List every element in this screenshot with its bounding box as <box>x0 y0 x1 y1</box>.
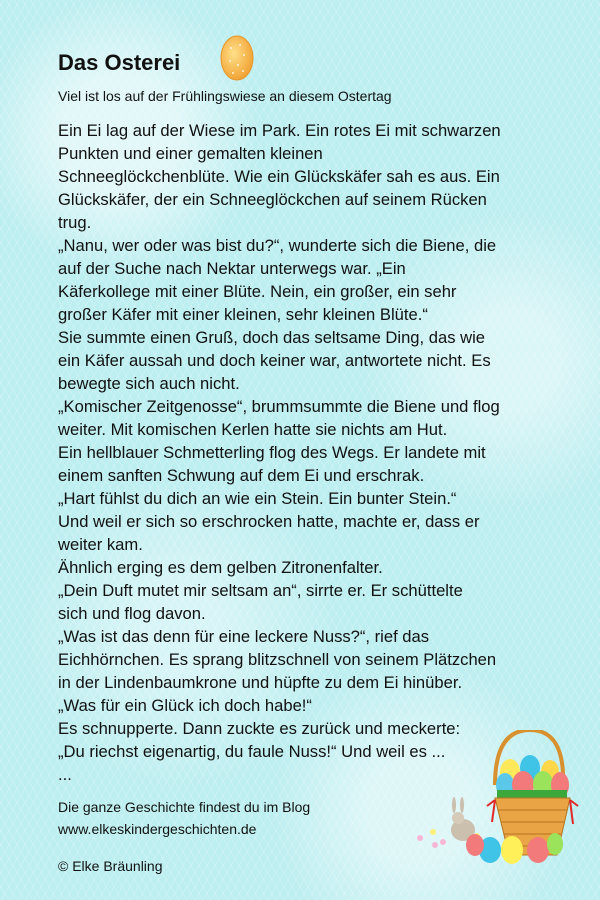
story-line: in der Lindenbaumkrone und hüpfte zu dem Ei hinüber. <box>58 673 463 692</box>
story-line: „Komischer Zeitgenosse“, brummsummte die Biene und flog <box>58 397 500 416</box>
story-line: sich und flog davon. <box>58 604 206 623</box>
subtitle: Viel ist los auf der Frühlingswiese an diesem Ostertag <box>58 88 392 104</box>
story-line: Ähnlich erging es dem gelben Zitronenfalter. <box>58 558 383 577</box>
copyright: © Elke Bräunling <box>58 858 163 874</box>
story-line: einem sanften Schwung auf dem Ei und erschrak. <box>58 466 425 485</box>
story-line: „Du riechst eigenartig, du faule Nuss!“ Und weil es ... <box>58 742 446 761</box>
blog-note: Die ganze Geschichte findest du im Blog <box>58 799 311 815</box>
story-line: Punkten und einer gemalten kleinen <box>58 144 323 163</box>
page-title: Das Osterei <box>58 50 181 75</box>
story-text <box>58 119 501 786</box>
story-line: bewegte sich auch nicht. <box>58 374 240 393</box>
easter-basket-with-bunny-icon <box>405 730 600 870</box>
story-line: weiter. Mit komischen Kerlen hatte sie nichts am Hut. <box>58 420 448 439</box>
story-line: ein Käfer aussah und doch keiner war, antwortete nicht. Es <box>58 351 491 370</box>
blog-url-link[interactable]: www.elkeskindergeschichten.de <box>58 821 257 837</box>
story-line: Sie summte einen Gruß, doch das seltsame Ding, das wie <box>58 328 486 347</box>
story-line: Käferkollege mit einer Blüte. Nein, ein großer, ein sehr <box>58 282 457 301</box>
story-line: trug. <box>58 213 92 232</box>
story-line: „Hart fühlst du dich an wie ein Stein. Ein bunter Stein.“ <box>58 489 457 508</box>
story-line: Ein Ei lag auf der Wiese im Park. Ein rotes Ei mit schwarzen <box>58 121 501 140</box>
story-line: Eichhörnchen. Es sprang blitzschnell von seinem Plätzchen <box>58 650 497 669</box>
story-line: „Dein Duft mutet mir seltsam an“, sirrte er. Er schüttelte <box>58 581 463 600</box>
story-line: weiter kam. <box>58 535 143 554</box>
story-line: großer Käfer mit einer kleinen, sehr kleinen Blüte.“ <box>58 305 428 324</box>
story-line: Es schnupperte. Dann zuckte es zurück und meckerte: <box>58 719 461 738</box>
story-line: „Was ist das denn für eine leckere Nuss?“, rief das <box>58 627 430 646</box>
story-line: auf der Suche nach Nektar unterwegs war. „Ein <box>58 259 406 278</box>
story-line: „Was für ein Glück ich doch habe!“ <box>58 696 312 715</box>
story-line: ... <box>58 765 72 784</box>
story-line: „Nanu, wer oder was bist du?“, wunderte sich die Biene, die <box>58 236 497 255</box>
story-line: Schneeglöckchenblüte. Wie ein Glückskäfer sah es aus. Ein <box>58 167 500 186</box>
story-line: Glückskäfer, der ein Schneeglöckchen auf seinem Rücken <box>58 190 487 209</box>
story-line: Und weil er sich so erschrocken hatte, machte er, dass er <box>58 512 480 531</box>
story-line: Ein hellblauer Schmetterling flog des Wegs. Er landete mit <box>58 443 486 462</box>
easter-egg-icon <box>218 33 256 83</box>
